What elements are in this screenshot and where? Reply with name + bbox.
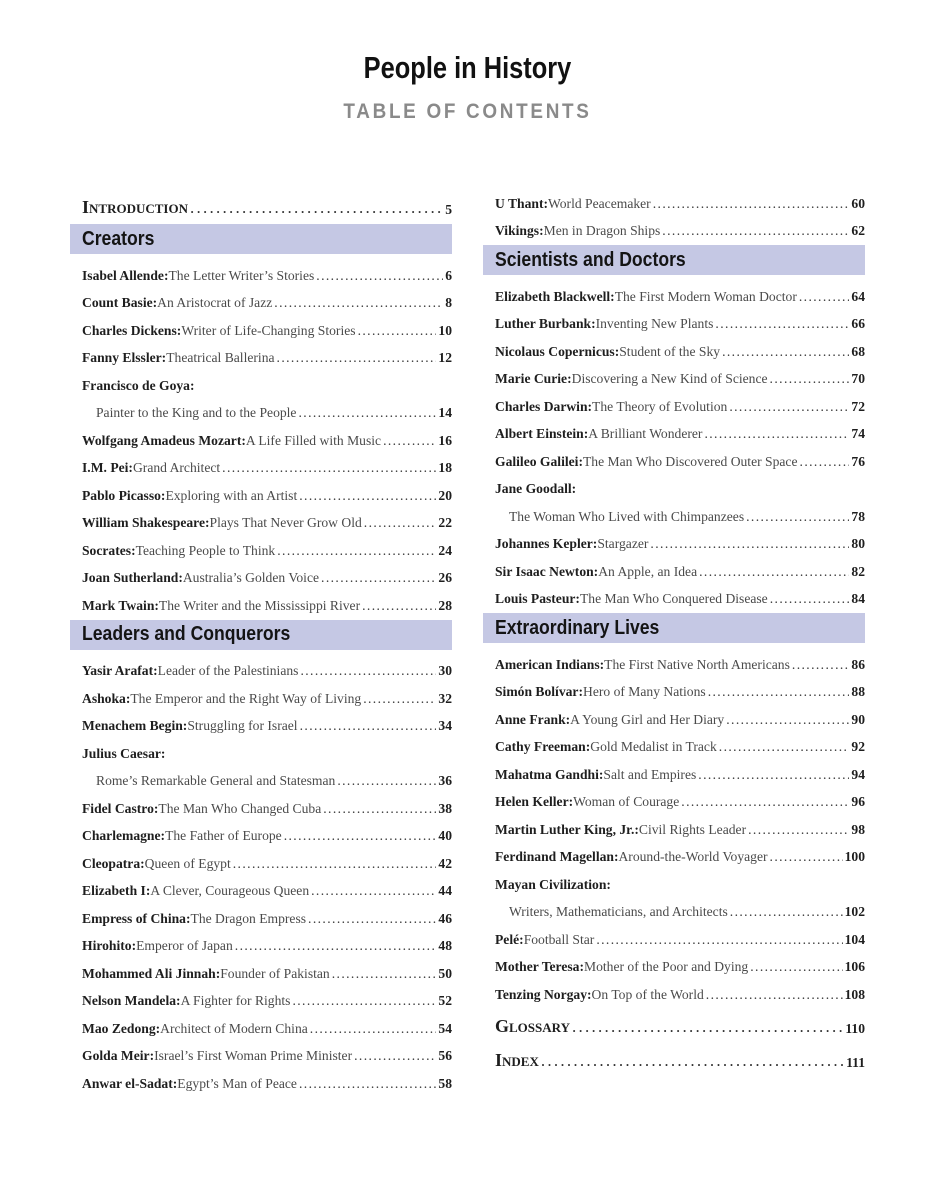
entry-subtitle: Student of the Sky bbox=[619, 343, 721, 359]
page-number: 50 bbox=[438, 965, 452, 981]
toc-entry[interactable] bbox=[483, 865, 865, 893]
dot-leader bbox=[335, 773, 436, 789]
toc-entry[interactable] bbox=[70, 927, 452, 955]
toc-entry[interactable] bbox=[70, 982, 452, 1010]
section-heading bbox=[483, 245, 865, 275]
entry-subtitle: A Brilliant Wonderer bbox=[588, 426, 703, 441]
entry-name: Helen Keller: bbox=[495, 794, 574, 809]
entry-subtitle: Founder of Pakistan bbox=[220, 965, 330, 981]
entry-name: Fidel Castro: bbox=[82, 800, 159, 816]
toc-entry[interactable] bbox=[70, 421, 452, 449]
toc-entry[interactable] bbox=[483, 184, 865, 212]
entry-name: Hirohito: bbox=[82, 938, 137, 953]
page-subtitle: TABLE OF CONTENTS bbox=[343, 100, 592, 123]
toc-entry[interactable] bbox=[483, 810, 865, 838]
entry-subtitle: Mother of the Poor and Dying bbox=[583, 959, 749, 974]
toc-entry[interactable] bbox=[483, 920, 865, 948]
dot-leader bbox=[648, 536, 849, 552]
entry-name: Yasir Arafat: bbox=[82, 663, 158, 678]
dot-leader bbox=[727, 399, 849, 415]
entry-subtitle: The Woman Who Lived with Chimpanzees bbox=[509, 508, 745, 524]
toc-entry[interactable] bbox=[70, 707, 452, 735]
entry-name: Socrates: bbox=[82, 542, 136, 558]
entry-subtitle: Teaching People to Think bbox=[135, 542, 276, 558]
entry-name: Mayan Civilization: bbox=[495, 876, 611, 892]
entry-name: Charlemagne: bbox=[82, 828, 166, 843]
toc-entry[interactable] bbox=[70, 366, 452, 394]
toc-entry[interactable] bbox=[483, 387, 865, 415]
entry-name: Louis Pasteur: bbox=[495, 591, 580, 606]
entry-subtitle: Inventing New Plants bbox=[595, 316, 714, 331]
entry-name: Elizabeth I: bbox=[82, 883, 151, 898]
entry-name: Wolfgang Amadeus Mozart: bbox=[82, 432, 246, 448]
entry-subtitle: Woman of Courage bbox=[573, 794, 680, 809]
dot-leader bbox=[748, 959, 842, 975]
toc-entry[interactable] bbox=[70, 188, 452, 218]
toc-entry[interactable] bbox=[483, 332, 865, 360]
page-number: 64 bbox=[851, 288, 865, 304]
page-number: 16 bbox=[438, 432, 452, 448]
entry-name: Julius Caesar: bbox=[82, 745, 166, 761]
entry-name: William Shakespeare: bbox=[82, 515, 210, 530]
page-number: 72 bbox=[851, 398, 865, 414]
entry-subtitle: An Apple, an Idea bbox=[598, 563, 698, 579]
entry-name: Cleopatra: bbox=[82, 855, 145, 871]
entry-name: Anne Frank: bbox=[495, 711, 571, 727]
dot-leader bbox=[706, 684, 850, 700]
dot-leader bbox=[231, 856, 437, 872]
entry-subtitle: Israel’s First Woman Prime Minister bbox=[154, 1048, 353, 1063]
toc-entry[interactable] bbox=[483, 212, 865, 240]
entry-subtitle: The First Native North Americans bbox=[604, 656, 790, 672]
page-number: 90 bbox=[851, 711, 865, 727]
toc-entry[interactable] bbox=[70, 734, 452, 762]
page-number: 96 bbox=[851, 794, 865, 809]
entry-name: Elizabeth Blackwell: bbox=[495, 288, 615, 304]
dot-leader bbox=[298, 718, 437, 734]
toc-entry[interactable] bbox=[70, 817, 452, 845]
page-number: 30 bbox=[438, 663, 452, 678]
toc-entry[interactable] bbox=[70, 531, 452, 559]
entry-name: Charles Darwin: bbox=[495, 398, 593, 414]
page-number: 20 bbox=[438, 487, 452, 503]
page-number: 34 bbox=[438, 718, 452, 733]
page-number: 52 bbox=[438, 993, 452, 1008]
page-number: 100 bbox=[844, 849, 865, 864]
page-number: 56 bbox=[438, 1048, 452, 1063]
entry-name: U Thant: bbox=[495, 195, 549, 211]
entry-subtitle: The Writer and the Mississippi River bbox=[158, 597, 361, 613]
entry-subtitle: Painter to the King and to the People bbox=[96, 405, 297, 420]
toc-entry[interactable] bbox=[70, 504, 452, 532]
toc-entry[interactable] bbox=[483, 442, 865, 470]
entry-name: Golda Meir: bbox=[82, 1048, 155, 1063]
dot-leader bbox=[697, 564, 849, 580]
page-number: 22 bbox=[438, 515, 452, 530]
toc-entry[interactable] bbox=[70, 284, 452, 312]
toc-entry[interactable] bbox=[483, 755, 865, 783]
dot-leader bbox=[290, 993, 436, 1009]
toc-entry[interactable] bbox=[483, 783, 865, 811]
toc-entry[interactable] bbox=[483, 948, 865, 976]
dot-leader bbox=[696, 767, 849, 783]
dot-leader bbox=[360, 598, 436, 614]
dot-leader bbox=[297, 488, 436, 504]
page-number: 46 bbox=[438, 910, 452, 926]
page-number: 102 bbox=[844, 904, 865, 919]
section-heading bbox=[70, 224, 452, 254]
toc-entry[interactable] bbox=[70, 899, 452, 927]
entry-subtitle: Salt and Empires bbox=[603, 766, 697, 782]
page-number: 94 bbox=[851, 766, 865, 782]
dot-leader bbox=[798, 454, 850, 470]
dot-leader bbox=[352, 1048, 436, 1064]
page-number: 84 bbox=[851, 591, 865, 606]
toc-entry[interactable] bbox=[483, 277, 865, 305]
toc-entry[interactable] bbox=[70, 394, 452, 422]
toc-entry[interactable] bbox=[70, 844, 452, 872]
entry-name: Vikings: bbox=[495, 223, 544, 238]
entry-name: Marie Curie: bbox=[495, 371, 572, 386]
entry-subtitle: Civil Rights Leader bbox=[638, 821, 747, 837]
dot-leader bbox=[768, 591, 850, 607]
entry-subtitle: Queen of Egypt bbox=[144, 855, 231, 871]
dot-leader bbox=[356, 323, 437, 339]
dot-leader bbox=[713, 316, 849, 332]
page-number: 86 bbox=[851, 656, 865, 672]
toc-entry[interactable] bbox=[70, 1037, 452, 1065]
entry-name: Mark Twain: bbox=[82, 597, 159, 613]
page-number: 40 bbox=[438, 828, 452, 843]
entry-subtitle: Emperor of Japan bbox=[136, 938, 233, 953]
entry-name: Mohammed Ali Jinnah: bbox=[82, 965, 221, 981]
entry-subtitle: The Man Who Conquered Disease bbox=[579, 591, 768, 606]
toc-entry[interactable] bbox=[70, 872, 452, 900]
dot-leader bbox=[275, 543, 436, 559]
toc-entry[interactable] bbox=[70, 586, 452, 614]
page-number: 14 bbox=[438, 405, 452, 420]
dot-leader bbox=[660, 223, 849, 239]
dot-leader bbox=[330, 966, 437, 982]
dot-leader bbox=[724, 712, 849, 728]
toc-entry[interactable] bbox=[70, 789, 452, 817]
entry-name: Anwar el-Sadat: bbox=[82, 1075, 178, 1091]
page-number: 32 bbox=[438, 690, 452, 706]
entry-name: Isabel Allende: bbox=[82, 267, 169, 283]
page-number: 62 bbox=[851, 223, 865, 238]
entry-name: I.M. Pei: bbox=[82, 460, 133, 475]
toc-entry[interactable] bbox=[483, 580, 865, 608]
entry-subtitle: The Man Who Changed Cuba bbox=[158, 800, 322, 816]
entry-subtitle: Theatrical Ballerina bbox=[166, 350, 275, 365]
page-number: 78 bbox=[851, 508, 865, 524]
entry-subtitle: The Man Who Discovered Outer Space bbox=[582, 453, 798, 469]
toc-entry[interactable] bbox=[483, 525, 865, 553]
dot-leader bbox=[297, 1076, 436, 1092]
dot-leader bbox=[594, 932, 842, 948]
entry-name: Cathy Freeman: bbox=[495, 739, 591, 754]
page-number: 80 bbox=[851, 536, 865, 551]
toc-entry[interactable] bbox=[70, 762, 452, 790]
dot-leader bbox=[362, 515, 437, 531]
toc-entry[interactable] bbox=[483, 1007, 865, 1037]
dot-leader bbox=[768, 849, 843, 865]
dot-leader bbox=[306, 911, 436, 927]
page-title: People in History bbox=[363, 50, 572, 85]
entry-name: Nicolaus Copernicus: bbox=[495, 343, 620, 359]
dot-leader bbox=[314, 268, 443, 284]
entry-name: Joan Sutherland: bbox=[82, 570, 183, 585]
toc-entry[interactable] bbox=[70, 652, 452, 680]
page-number: 92 bbox=[851, 739, 865, 754]
entry-subtitle: Egypt’s Man of Peace bbox=[177, 1075, 297, 1091]
entry-subtitle: Australia’s Golden Voice bbox=[182, 570, 320, 585]
section-heading bbox=[70, 620, 452, 650]
toc-entry[interactable] bbox=[483, 497, 865, 525]
page-number: 110 bbox=[845, 1020, 865, 1036]
entry-subtitle: A Life Filled with Music bbox=[245, 432, 382, 448]
toc-entry[interactable] bbox=[70, 1064, 452, 1092]
entry-name: Glossary bbox=[495, 1015, 570, 1036]
dot-leader bbox=[728, 904, 843, 920]
page-number: 5 bbox=[445, 202, 452, 217]
toc-entry[interactable] bbox=[483, 893, 865, 921]
entry-name: Martin Luther King, Jr.: bbox=[495, 821, 639, 837]
page-number: 76 bbox=[851, 453, 865, 469]
entry-name: American Indians: bbox=[495, 656, 605, 672]
toc-right-column bbox=[483, 184, 865, 1071]
dot-leader bbox=[720, 344, 849, 360]
entry-subtitle: Leader of the Palestinians bbox=[157, 663, 299, 678]
entry-name: Albert Einstein: bbox=[495, 426, 589, 441]
page-number: 12 bbox=[438, 350, 452, 365]
section-heading bbox=[483, 613, 865, 643]
page-number: 82 bbox=[851, 563, 865, 579]
page-number: 70 bbox=[851, 371, 865, 386]
toc-entry[interactable] bbox=[483, 700, 865, 728]
dot-leader bbox=[361, 691, 436, 707]
entry-name: Galileo Galilei: bbox=[495, 453, 583, 469]
dot-leader bbox=[797, 289, 850, 305]
toc-entry[interactable] bbox=[70, 559, 452, 587]
dot-leader bbox=[188, 198, 443, 218]
dot-leader bbox=[768, 371, 850, 387]
entry-name: Count Basie: bbox=[82, 295, 158, 310]
toc-entry[interactable] bbox=[70, 449, 452, 477]
page-number: 108 bbox=[844, 986, 865, 1002]
entry-subtitle: Plays That Never Grow Old bbox=[209, 515, 362, 530]
entry-subtitle: The Emperor and the Right Way of Living bbox=[130, 690, 362, 706]
entry-name: Sir Isaac Newton: bbox=[495, 563, 599, 579]
entry-subtitle: Exploring with an Artist bbox=[165, 487, 298, 503]
toc-entry[interactable] bbox=[70, 954, 452, 982]
toc-entry[interactable] bbox=[483, 552, 865, 580]
toc-entry[interactable] bbox=[483, 728, 865, 756]
toc-left-column bbox=[70, 188, 452, 1092]
toc-entry[interactable] bbox=[483, 1041, 865, 1071]
page-number: 66 bbox=[851, 316, 865, 331]
entry-subtitle: The Father of Europe bbox=[165, 828, 282, 843]
dot-leader bbox=[651, 196, 850, 212]
entry-subtitle: A Young Girl and Her Diary bbox=[570, 711, 725, 727]
dot-leader bbox=[704, 987, 843, 1003]
page-number: 48 bbox=[438, 938, 452, 953]
page-number: 111 bbox=[846, 1054, 865, 1070]
entry-name: Luther Burbank: bbox=[495, 316, 596, 331]
page-number: 26 bbox=[438, 570, 452, 585]
entry-subtitle: Discovering a New Kind of Science bbox=[571, 371, 768, 386]
entry-subtitle: The Letter Writer’s Stories bbox=[168, 267, 315, 283]
entry-subtitle: Gold Medalist in Track bbox=[590, 739, 717, 754]
toc-entry[interactable] bbox=[70, 1009, 452, 1037]
entry-name: Mao Zedong: bbox=[82, 1020, 161, 1036]
page-number: 104 bbox=[844, 931, 865, 947]
page-number: 68 bbox=[851, 343, 865, 359]
dot-leader bbox=[308, 1021, 437, 1037]
entry-subtitle: Struggling for Israel bbox=[187, 718, 298, 733]
toc-entry[interactable] bbox=[70, 256, 452, 284]
entry-subtitle: The Theory of Evolution bbox=[592, 398, 728, 414]
entry-subtitle: Grand Architect bbox=[132, 460, 221, 475]
entry-subtitle: A Clever, Courageous Queen bbox=[150, 883, 310, 898]
page-number: 24 bbox=[438, 542, 452, 558]
dot-leader bbox=[746, 822, 849, 838]
toc-entry[interactable] bbox=[70, 311, 452, 339]
entry-name: Pelé: bbox=[495, 931, 524, 947]
page-number: 6 bbox=[445, 267, 452, 283]
page-number: 36 bbox=[438, 773, 452, 788]
page-number: 74 bbox=[851, 426, 865, 441]
page-number: 88 bbox=[851, 684, 865, 699]
entry-subtitle: Architect of Modern China bbox=[160, 1020, 308, 1036]
section-heading-label: Scientists and Doctors bbox=[495, 248, 686, 271]
entry-name: Francisco de Goya: bbox=[82, 377, 195, 393]
dot-leader bbox=[539, 1051, 844, 1071]
page-number: 58 bbox=[438, 1075, 452, 1091]
section-heading-label: Creators bbox=[82, 227, 155, 250]
toc-entry[interactable] bbox=[70, 679, 452, 707]
entry-name: Empress of China: bbox=[82, 910, 191, 926]
entry-name: Menachem Begin: bbox=[82, 718, 188, 733]
page-number: 106 bbox=[844, 959, 865, 974]
entry-subtitle: A Fighter for Rights bbox=[180, 993, 291, 1008]
dot-leader bbox=[744, 509, 849, 525]
dot-leader bbox=[298, 663, 436, 679]
entry-name: Jane Goodall: bbox=[495, 481, 577, 496]
dot-leader bbox=[702, 426, 849, 442]
dot-leader bbox=[272, 295, 443, 311]
entry-name: Fanny Elssler: bbox=[82, 350, 167, 365]
entry-name: Pablo Picasso: bbox=[82, 487, 166, 503]
entry-name: Mother Teresa: bbox=[495, 959, 584, 974]
toc-entry[interactable] bbox=[70, 339, 452, 367]
page-number: 10 bbox=[438, 322, 452, 338]
entry-name: Johannes Kepler: bbox=[495, 536, 598, 551]
entry-subtitle: Men in Dragon Ships bbox=[543, 223, 661, 238]
dot-leader bbox=[220, 460, 436, 476]
page-number: 44 bbox=[438, 883, 452, 898]
entry-subtitle: Writers, Mathematicians, and Architects bbox=[509, 904, 728, 919]
section-heading-label: Extraordinary Lives bbox=[495, 616, 660, 639]
toc-entry[interactable] bbox=[483, 305, 865, 333]
dot-leader bbox=[717, 739, 850, 755]
entry-subtitle: Around-the-World Voyager bbox=[618, 849, 768, 864]
entry-name: Simón Bolívar: bbox=[495, 684, 583, 699]
toc-entry[interactable] bbox=[483, 673, 865, 701]
page-number: 98 bbox=[851, 821, 865, 837]
entry-subtitle: An Aristocrat of Jazz bbox=[157, 295, 273, 310]
entry-name: Ferdinand Magellan: bbox=[495, 849, 619, 864]
dot-leader bbox=[790, 657, 850, 673]
entry-subtitle: World Peacemaker bbox=[548, 195, 651, 211]
entry-subtitle: Writer of Life-Changing Stories bbox=[181, 322, 356, 338]
entry-name: Ashoka: bbox=[82, 690, 131, 706]
dot-leader bbox=[679, 794, 849, 810]
toc-entry[interactable] bbox=[483, 470, 865, 498]
dot-leader bbox=[321, 801, 436, 817]
entry-subtitle: The First Modern Woman Doctor bbox=[614, 288, 797, 304]
entry-subtitle: On Top of the World bbox=[591, 986, 704, 1002]
page-number: 18 bbox=[438, 460, 452, 475]
dot-leader bbox=[282, 828, 437, 844]
dot-leader bbox=[233, 938, 437, 954]
toc-entry[interactable] bbox=[483, 415, 865, 443]
entry-name: Nelson Mandela: bbox=[82, 993, 181, 1008]
entry-name: Index bbox=[495, 1049, 539, 1070]
toc-entry[interactable] bbox=[483, 975, 865, 1003]
entry-name: Charles Dickens: bbox=[82, 322, 182, 338]
toc-entry[interactable] bbox=[70, 476, 452, 504]
page-number: 60 bbox=[851, 195, 865, 211]
dot-leader bbox=[570, 1017, 843, 1037]
page-number: 42 bbox=[438, 855, 452, 871]
section-heading-label: Leaders and Conquerors bbox=[82, 623, 291, 645]
toc-entry[interactable] bbox=[483, 838, 865, 866]
dot-leader bbox=[275, 350, 437, 366]
entry-name: Tenzing Norgay: bbox=[495, 986, 592, 1002]
entry-subtitle: Stargazer bbox=[597, 536, 649, 551]
entry-name: Introduction bbox=[82, 197, 188, 217]
dot-leader bbox=[381, 433, 436, 449]
entry-name: Mahatma Gandhi: bbox=[495, 766, 604, 782]
page-number: 38 bbox=[438, 800, 452, 816]
entry-subtitle: The Dragon Empress bbox=[190, 910, 307, 926]
dot-leader bbox=[309, 883, 436, 899]
entry-subtitle: Hero of Many Nations bbox=[583, 684, 706, 699]
toc-entry[interactable] bbox=[483, 645, 865, 673]
entry-subtitle: Football Star bbox=[523, 931, 595, 947]
page-number: 54 bbox=[438, 1020, 452, 1036]
toc-entry[interactable] bbox=[483, 360, 865, 388]
entry-subtitle: Rome’s Remarkable General and Statesman bbox=[96, 773, 336, 788]
page-number: 28 bbox=[438, 597, 452, 613]
dot-leader bbox=[296, 405, 436, 421]
page-number: 8 bbox=[445, 295, 452, 310]
dot-leader bbox=[319, 570, 436, 586]
